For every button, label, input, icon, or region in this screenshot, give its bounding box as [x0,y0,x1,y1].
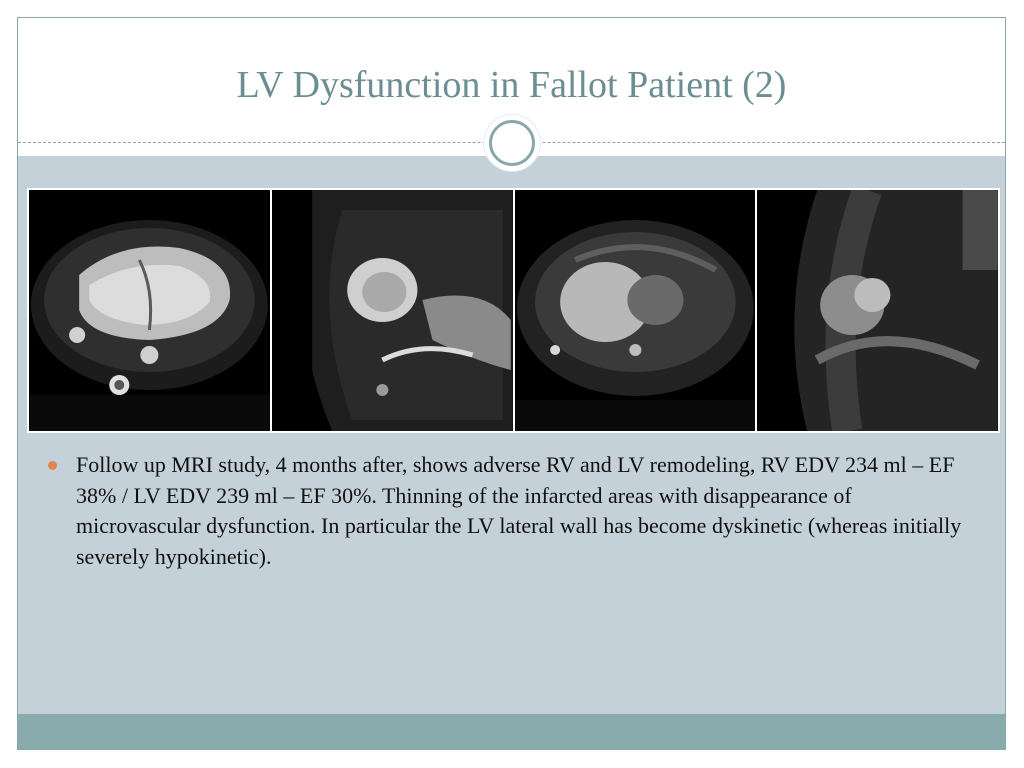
slide [17,17,1006,750]
mri-image-4-chamber [29,190,270,431]
bullet-item [48,450,968,572]
slide-title: LV Dysfunction in Fallot Patient (2) [236,64,787,106]
bullet-list [48,450,968,572]
ring-ornament [483,114,541,172]
bullet-marker [48,461,57,470]
bullet-text: Follow up MRI study, 4 months after, shows adverse RV and LV remodeling, RV EDV 234 ml – EF 38% / LV EDV 239 ml – EF 30%. Thinning of the infarcted areas with disappearance of microvascular dysfunction. In particular the LV lateral wall has become dyskinetic (whereas initially severely hypokinetic). [76,452,962,569]
mri-image-short-axis [272,190,513,431]
ring-ornament-inner [489,120,535,166]
mri-image-lge-short-axis [757,190,998,431]
mri-image-lge-4-chamber [515,190,756,431]
mri-image-strip [27,188,1000,433]
footer-bar [18,714,1005,749]
